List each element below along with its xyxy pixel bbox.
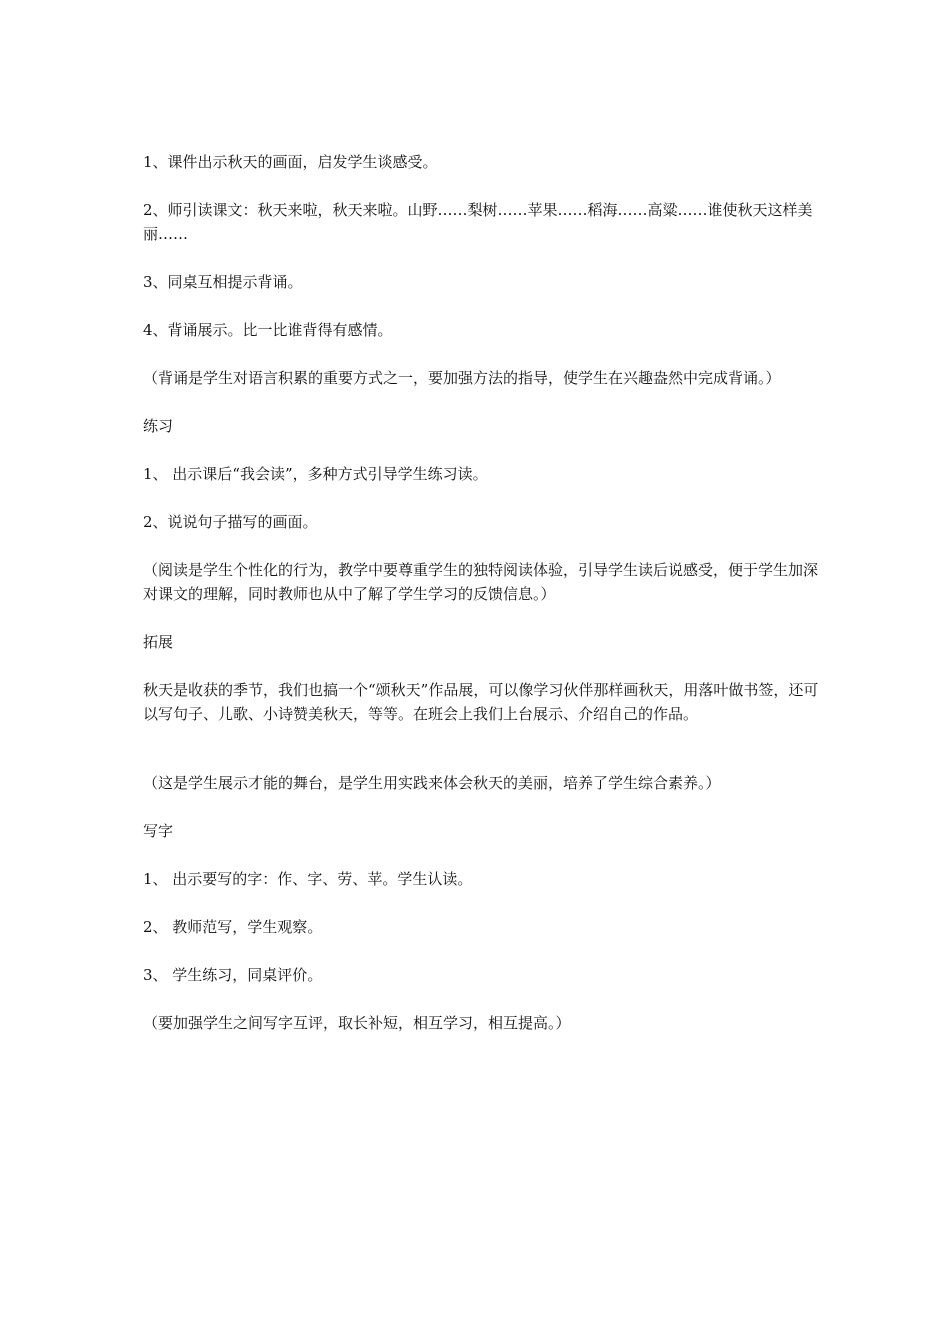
extension-paragraph: 秋天是收获的季节，我们也搞一个“颂秋天”作品展，可以像学习伙伴那样画秋天，用落叶做书签，还可以写句子、儿歌、小诗赞美秋天，等等。在班会上我们上台展示、介绍自己的作品。 (143, 681, 819, 723)
practice-item-1: 1、 出示课后“我会读”，多种方式引导学生练习读。 (143, 465, 488, 483)
step-item-4: 4、背诵展示。比一比谁背得有感情。 (143, 321, 393, 339)
section-heading-writing: 写字 (143, 822, 174, 840)
teaching-note: （背诵是学生对语言积累的重要方式之一，要加强方法的指导，使学生在兴趣盎然中完成背诵。） (143, 369, 781, 387)
step-item-2: 2、师引读课文：秋天来啦，秋天来啦。山野……梨树……苹果……稻海……高粱……谁使秋天这样美丽…… (143, 201, 813, 243)
practice-item-2: 2、说说句子描写的画面。 (143, 513, 318, 531)
document-body (143, 150, 823, 1059)
step-item-1: 1、课件出示秋天的画面，启发学生谈感受。 (143, 153, 438, 171)
section-heading-extension: 拓展 (143, 633, 174, 651)
writing-item-2: 2、 教师范写，学生观察。 (143, 918, 323, 936)
writing-item-1: 1、 出示要写的字：作、字、劳、苹。学生认读。 (143, 870, 473, 888)
writing-item-3: 3、 学生练习，同桌评价。 (143, 966, 323, 984)
teaching-note: （阅读是学生个性化的行为，教学中要尊重学生的独特阅读体验，引导学生读后说感受，便于学生加深对课文的理解，同时教师也从中了解了学生学习的反馈信息。） (143, 561, 819, 603)
teaching-note: （要加强学生之间写字互评，取长补短，相互学习，相互提高。） (143, 1014, 571, 1032)
step-item-3: 3、同桌互相提示背诵。 (143, 273, 303, 291)
section-heading-practice: 练习 (143, 417, 174, 435)
teaching-note: （这是学生展示才能的舞台，是学生用实践来体会秋天的美丽，培养了学生综合素养。） (143, 774, 721, 792)
